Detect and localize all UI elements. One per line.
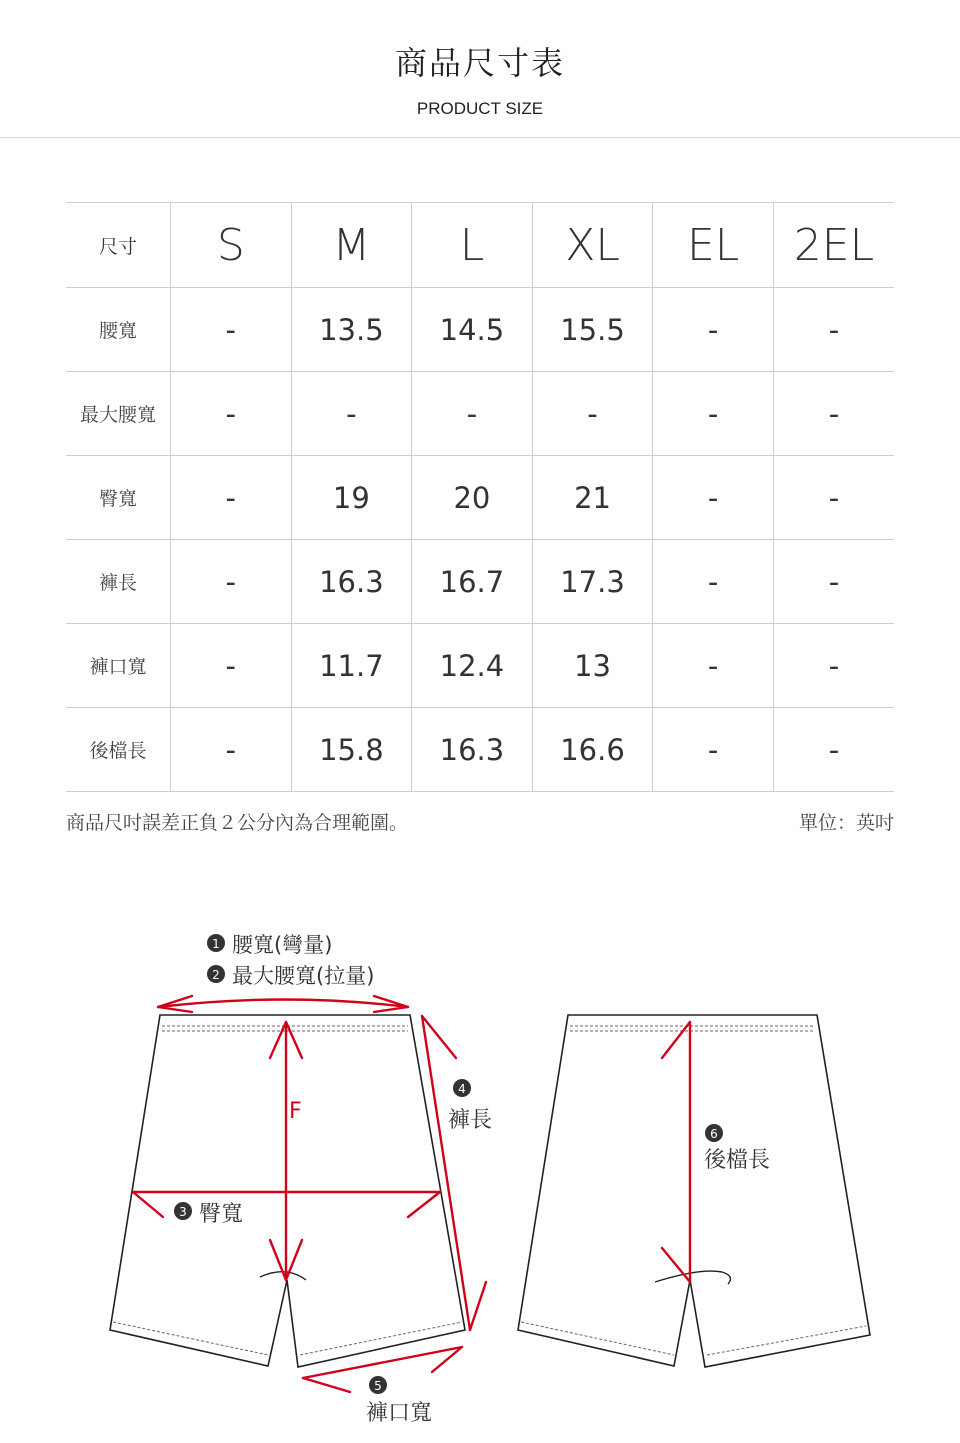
table-cell: - bbox=[171, 288, 292, 372]
table-row bbox=[66, 372, 894, 456]
table-cell: - bbox=[653, 372, 774, 456]
table-cell: - bbox=[171, 456, 292, 540]
table-cell: - bbox=[171, 540, 292, 624]
table-cell: - bbox=[773, 456, 894, 540]
table-cell: 16.3 bbox=[412, 708, 533, 792]
table-cell: 14.5 bbox=[412, 288, 533, 372]
table-cell: - bbox=[653, 624, 774, 708]
corner-label: 尺寸 bbox=[66, 203, 171, 288]
size-col-header: M bbox=[291, 203, 412, 288]
table-cell: - bbox=[653, 288, 774, 372]
size-header-row bbox=[66, 203, 894, 288]
length-label bbox=[448, 1079, 492, 1133]
page-subtitle: PRODUCT SIZE bbox=[416, 99, 544, 118]
leg-opening-label bbox=[366, 1376, 432, 1426]
table-cell: 15.5 bbox=[532, 288, 653, 372]
unit-label: 單位：英吋 bbox=[798, 812, 894, 834]
table-cell: 16.7 bbox=[412, 540, 533, 624]
row-label: 腰寬 bbox=[66, 288, 171, 372]
table-cell: - bbox=[773, 624, 894, 708]
table-row bbox=[66, 456, 894, 540]
table-row bbox=[66, 708, 894, 792]
back-shorts-outline bbox=[518, 1015, 870, 1367]
badge-number: 3 bbox=[179, 1205, 187, 1219]
table-cell: 15.8 bbox=[291, 708, 412, 792]
table-cell: - bbox=[653, 540, 774, 624]
table-row bbox=[66, 624, 894, 708]
shorts-measurement-diagram bbox=[0, 880, 960, 1443]
length-label-text: 褲長 bbox=[448, 1108, 493, 1133]
table-cell: 16.6 bbox=[532, 708, 653, 792]
badge-number: 6 bbox=[710, 1127, 718, 1141]
table-cell: - bbox=[532, 372, 653, 456]
table-row bbox=[66, 288, 894, 372]
table-cell: - bbox=[291, 372, 412, 456]
row-label: 臀寬 bbox=[66, 456, 171, 540]
size-col-header: EL bbox=[653, 203, 774, 288]
table-cell: - bbox=[773, 288, 894, 372]
leg-opening-label-text: 褲口寬 bbox=[366, 1401, 433, 1426]
badge-number: 5 bbox=[374, 1379, 382, 1393]
back-rise-label-text: 後檔長 bbox=[704, 1148, 771, 1173]
tolerance-note: 商品尺吋誤差正負２公分內為合理範圍。 bbox=[66, 812, 409, 834]
waist-arrow bbox=[158, 996, 408, 1012]
legend-text: 腰寬(彎量) bbox=[232, 933, 333, 957]
table-cell: 19 bbox=[291, 456, 412, 540]
legend-item bbox=[207, 964, 374, 988]
row-label: 後檔長 bbox=[66, 708, 171, 792]
badge-number: 2 bbox=[212, 968, 220, 982]
table-cell: 20 bbox=[412, 456, 533, 540]
front-letter: F bbox=[289, 1099, 302, 1124]
table-cell: - bbox=[773, 372, 894, 456]
table-cell: 21 bbox=[532, 456, 653, 540]
hip-label-text: 臀寬 bbox=[199, 1202, 244, 1227]
legend-item bbox=[207, 933, 332, 957]
row-label: 最大腰寬 bbox=[66, 372, 171, 456]
table-row bbox=[66, 540, 894, 624]
badge-number: 4 bbox=[458, 1082, 466, 1096]
table-cell: 13 bbox=[532, 624, 653, 708]
badge-number: 1 bbox=[212, 937, 220, 951]
table-cell: 11.7 bbox=[291, 624, 412, 708]
table-cell: 12.4 bbox=[412, 624, 533, 708]
table-cell: - bbox=[171, 372, 292, 456]
legend-text: 最大腰寬(拉量) bbox=[232, 964, 375, 988]
table-cell: - bbox=[773, 708, 894, 792]
page-header bbox=[0, 0, 960, 138]
table-cell: 13.5 bbox=[291, 288, 412, 372]
row-label: 褲口寬 bbox=[66, 624, 171, 708]
size-col-header: S bbox=[171, 203, 292, 288]
page-title: 商品尺寸表 bbox=[394, 44, 565, 82]
table-cell: - bbox=[653, 708, 774, 792]
row-label: 褲長 bbox=[66, 540, 171, 624]
size-col-header: XL bbox=[532, 203, 653, 288]
table-cell: - bbox=[653, 456, 774, 540]
table-cell: - bbox=[171, 624, 292, 708]
table-cell: 16.3 bbox=[291, 540, 412, 624]
size-table bbox=[66, 202, 894, 792]
size-col-header: 2EL bbox=[773, 203, 894, 288]
table-cell: - bbox=[171, 708, 292, 792]
table-cell: - bbox=[412, 372, 533, 456]
size-col-header: L bbox=[412, 203, 533, 288]
table-cell: 17.3 bbox=[532, 540, 653, 624]
table-cell: - bbox=[773, 540, 894, 624]
